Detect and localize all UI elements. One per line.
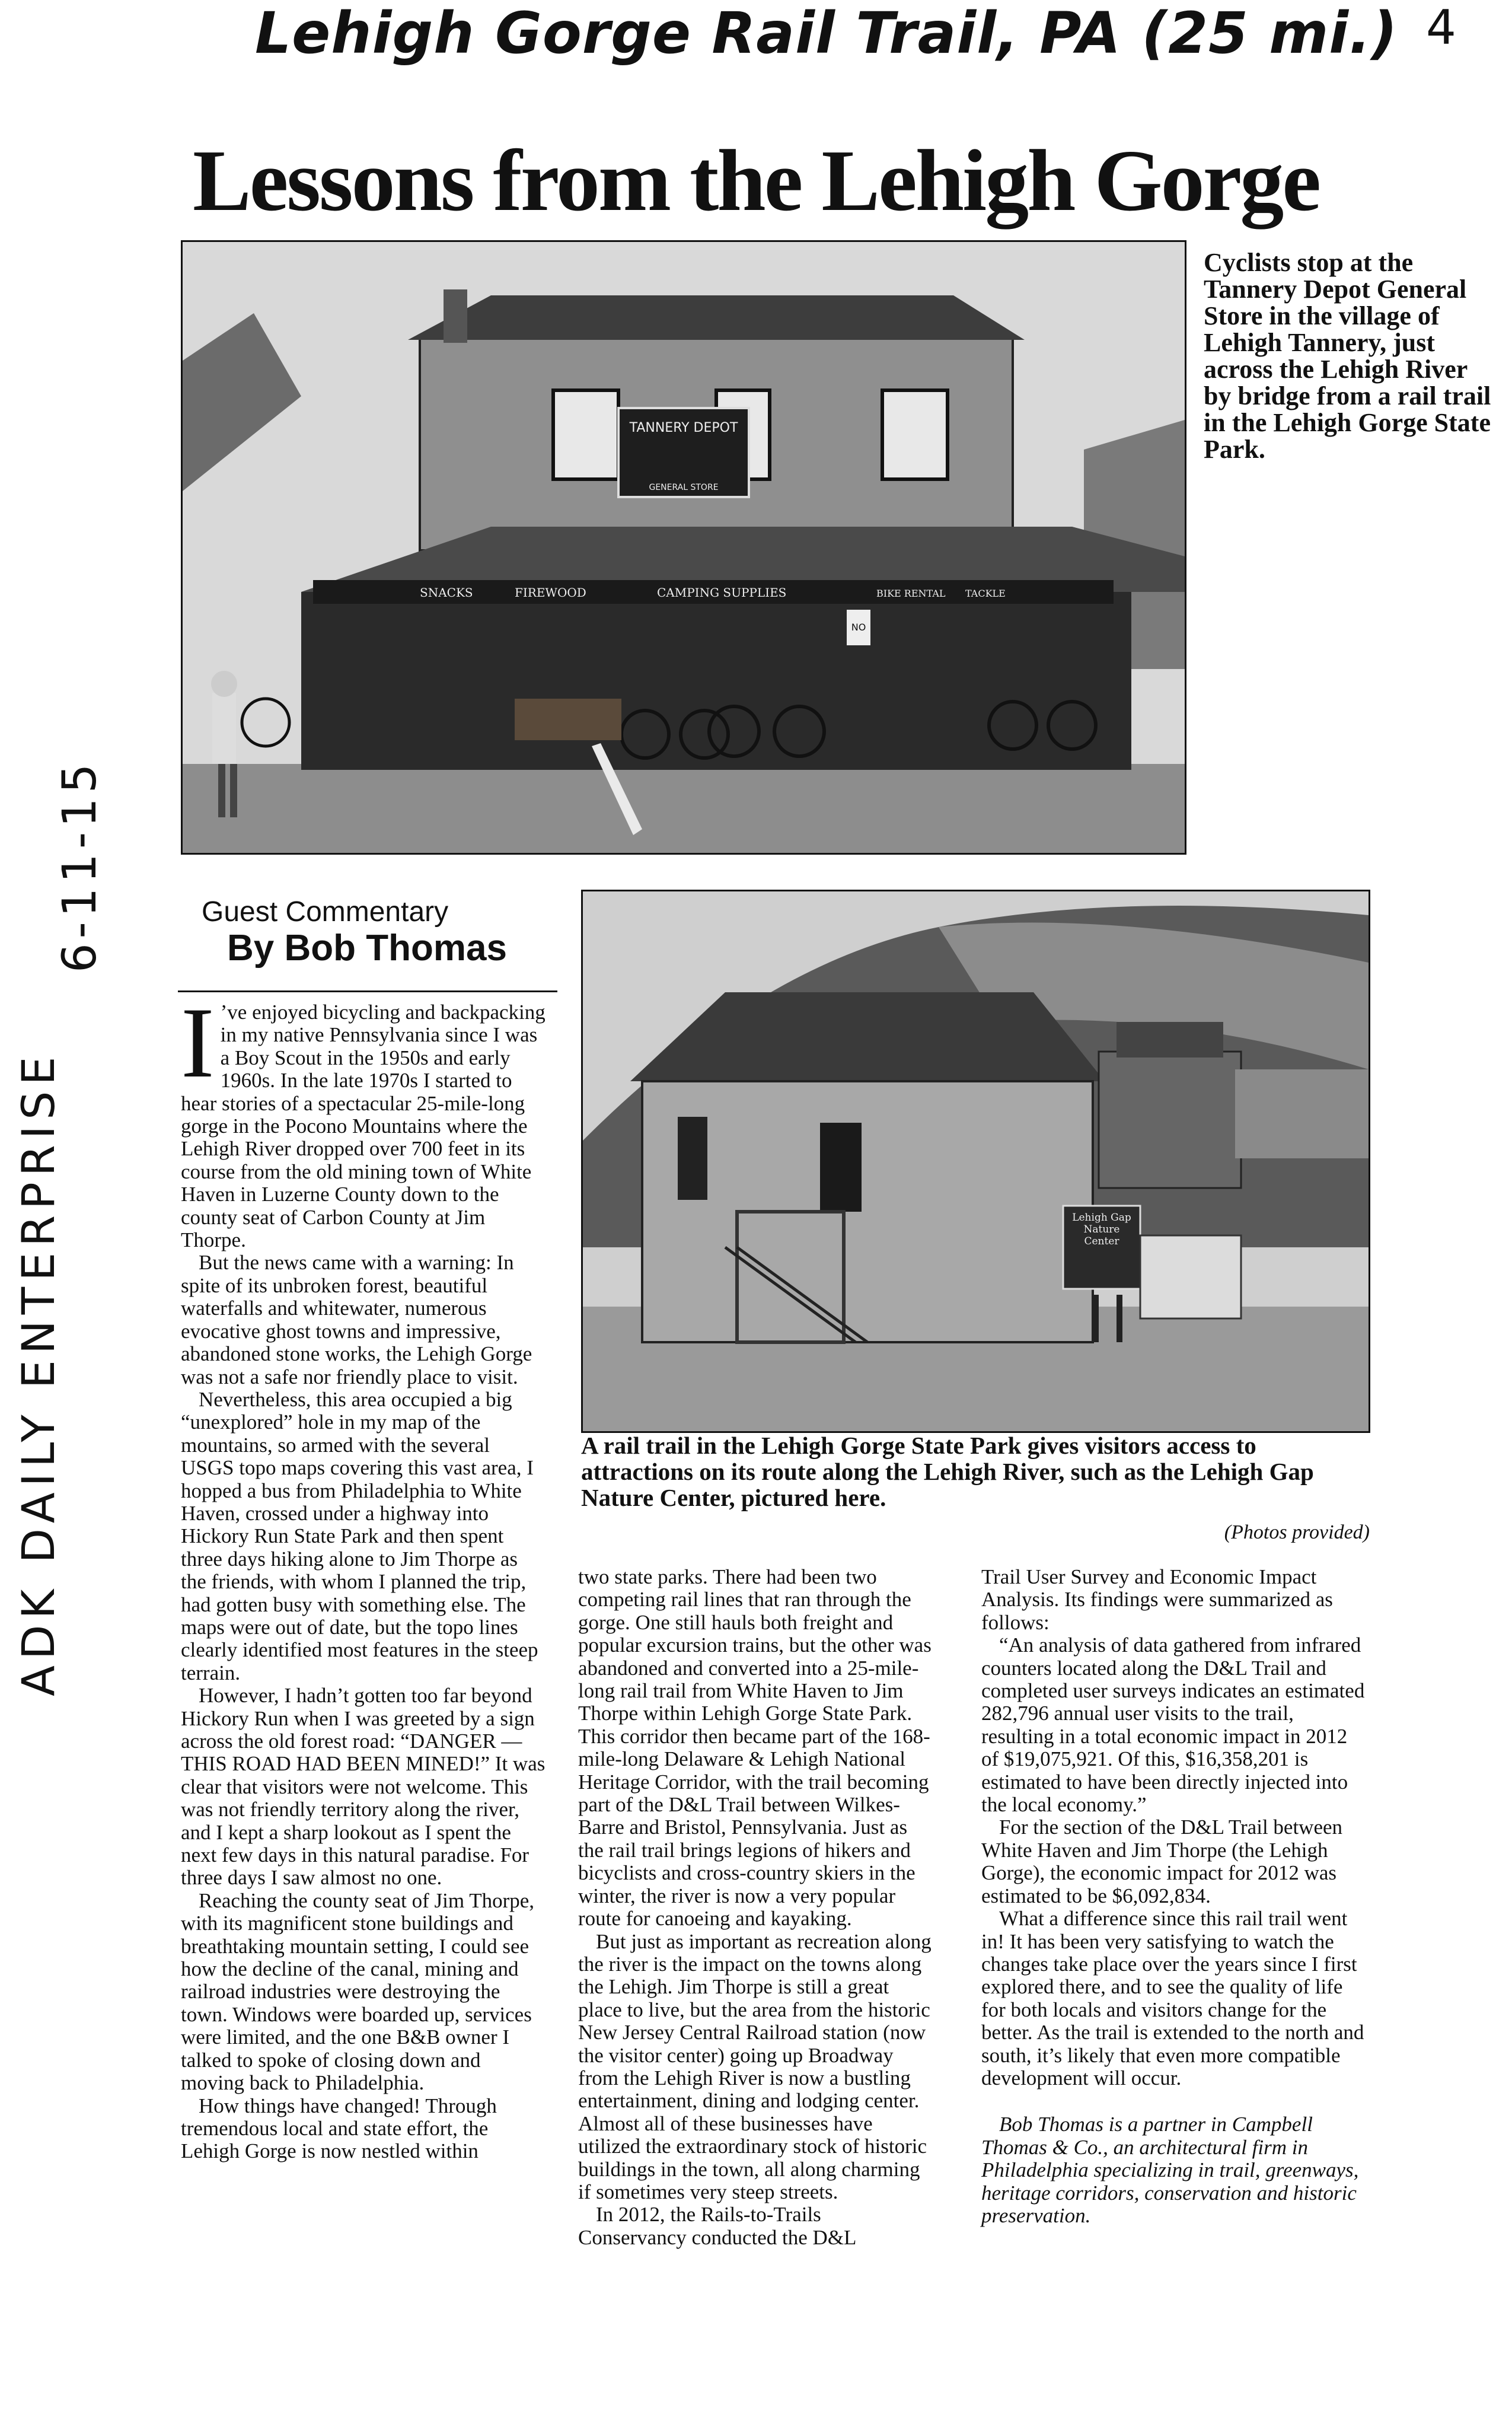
paragraph: But just as important as recreation along the river is the impact on the towns along the Lehigh. Jim Thorpe is still a great place to live, but the area from the historic New Jersey Central Railroad station (now the visitor center) going up Broadway from the Lehigh River is now a bustling entertainment, dining and lodging center. Almost all of these businesses have utilized the extraordinary stock of historic buildings in the town, all along charming if sometimes very steep streets. (578, 1929, 932, 2203)
page-number: 4 (1426, 0, 1456, 55)
author-bio: Bob Thomas is a partner in Campbell Thomas & Co., an architectural firm in Philadelphia specializing in trail, greenways, heritage corridors, conservation and historic preservation. (981, 2113, 1359, 2227)
store-sign-sub: GENERAL STORE (649, 483, 719, 492)
banner-firewood: FIREWOOD (515, 585, 586, 600)
paragraph: However, I hadn’t gotten too far beyond Hickory Run when I was greeted by a sign across the old forest road: “DANGER — THIS ROAD HAD BEEN MINED!” It was clear that visitors were not welcome. This was not friendly territory along the river, and I kept a sharp lookout as I spent the next few days in this natural paradise. For three days I saw almost no one. (181, 1684, 546, 1890)
article-column-1 (181, 987, 546, 2163)
paragraph: In 2012, the Rails-to-Trails Conservancy conducted the D&L (578, 2203, 857, 2249)
top-photo-caption: Cyclists stop at the Tannery Depot General Store in the village of Lehigh Tannery, just across the Lehigh River by bridge from a rail trail in the Lehigh Gorge State Park. (1204, 248, 1491, 464)
article-column-2 (578, 1566, 934, 2249)
banner-bike-rental: BIKE RENTAL (876, 588, 946, 599)
bottom-photo-caption: A rail trail in the Lehigh Gorge State Park gives visitors access to attractions on its route along the Lehigh River, such as the Lehigh Gap Nature Center, pictured here. (581, 1432, 1314, 1511)
author-byline: By Bob Thomas (227, 928, 507, 969)
nature-center-photo (581, 890, 1370, 1433)
banner-tackle: TACKLE (965, 588, 1006, 599)
paragraph: Trail User Survey and Economic Impact Analysis. Its findings were summarized as follows: (981, 1565, 1333, 1634)
no-sign: NO (851, 622, 866, 633)
article-headline: Lessons from the Lehigh Gorge (192, 132, 1319, 230)
paragraph-text: ’ve enjoyed bicycling and backpacking in my native Pennsylvania since I was a Boy Scout in the 1950s and early 1960s. In the late 1970s I started to hear stories of a spectacular 25-mile-long gorge in the Pocono Mountains where the Lehigh River dropped over 700 feet in its course from the old mining town of White Haven in Luzerne County down to the county seat of Carbon County at Jim Thorpe. (181, 1001, 546, 1252)
photo-credit: (Photos provided) (1224, 1521, 1370, 1543)
paragraph: two state parks. There had been two competing rail lines that ran through the gorge. One still hauls both freight and popular excursion trains, but the other was abandoned and converted into a 25-mile-long rail trail from White Haven to Jim Thorpe within Lehigh Gorge State Park. This corridor then became part of the 168-mile-long Delaware & Lehigh National Heritage Corridor, with the trail becoming part of the D&L Trail between Wilkes-Barre and Bristol, Pennsylvania. Just as the rail trail brings legions of hikers and bicyclists and cross-country skiers in the winter, the river is now a very popular route for canoeing and kayaking. (578, 1565, 932, 1931)
paragraph: “An analysis of data gathered from infrared counters located along the D&L Trail and completed user surveys indicates an estimated 282,796 annual user visits to the trail, resulting in a total economic impact in 2012 of $19,075,921. Of this, $16,358,201 is estimated to have been directly injected into the local economy.” (981, 1633, 1365, 1817)
byline-rule (178, 990, 557, 992)
paragraph: What a difference since this rail trail went in! It has been very satisfying to watch the changes take place over the years since I first explored there, and to see the quality of life for both locals and visitors change for the better. As the trail is extended to the north and south, it’s likely that even more compatible development will occur. (981, 1907, 1364, 2090)
paragraph: Reaching the county seat of Jim Thorpe, with its magnificent stone buildings and breathtaking mountain setting, I could see how the decline of the canal, mining and railroad industries were destroying the town. Windows were boarded up, services were limited, and the one B&B owner I talked to spoke of closing down and moving back to Philadelphia. (181, 1888, 535, 2095)
paragraph: How things have changed! Through tremendous local and state effort, the Lehigh Gorge is now nestled within (181, 2094, 497, 2163)
handwritten-source: ADK DAILY ENTERPRISE (12, 1050, 65, 1696)
paragraph (181, 987, 546, 1252)
drop-cap: I (181, 987, 215, 1098)
guest-commentary-label: Guest Commentary (202, 896, 449, 928)
paragraph: Nevertheless, this area occupied a big “unexplored” hole in my map of the mountains, so armed with the several USGS topo maps covering this vast area, I hopped a bus from Philadelphia to White Haven, crossed under a highway into Hickory Run State Park and then spent three days hiking alone to Jim Thorpe as the friends, with whom I planned the trip, had gotten busy with something else. The maps were out of date, but the topo lines clearly identified most features in the steep terrain. (181, 1387, 538, 1684)
clipping-header-title: Lehigh Gorge Rail Trail, PA (25 mi.) (255, 0, 1398, 66)
paragraph: But the news came with a warning: In spite of its unbroken forest, beautiful waterfalls and whitewater, numerous evocative ghost towns and impressive, abandoned stone works, the Lehigh Gorge was not a safe nor friendly place to visit. (181, 1251, 532, 1388)
tannery-depot-photo (181, 240, 1186, 855)
paragraph: For the section of the D&L Trail between White Haven and Jim Thorpe (the Lehigh Gorge), the economic impact for 2012 was estimated to be $6,092,834. (981, 1816, 1343, 1907)
handwritten-date: 6-11-15 (53, 759, 107, 973)
store-sign-main: TANNERY DEPOT (629, 421, 738, 435)
banner-camping-supplies: CAMPING SUPPLIES (657, 585, 787, 600)
article-column-3 (981, 1566, 1367, 2227)
banner-snacks: SNACKS (420, 585, 473, 600)
nature-center-sign: Lehigh Gap Nature Center (1072, 1212, 1131, 1247)
